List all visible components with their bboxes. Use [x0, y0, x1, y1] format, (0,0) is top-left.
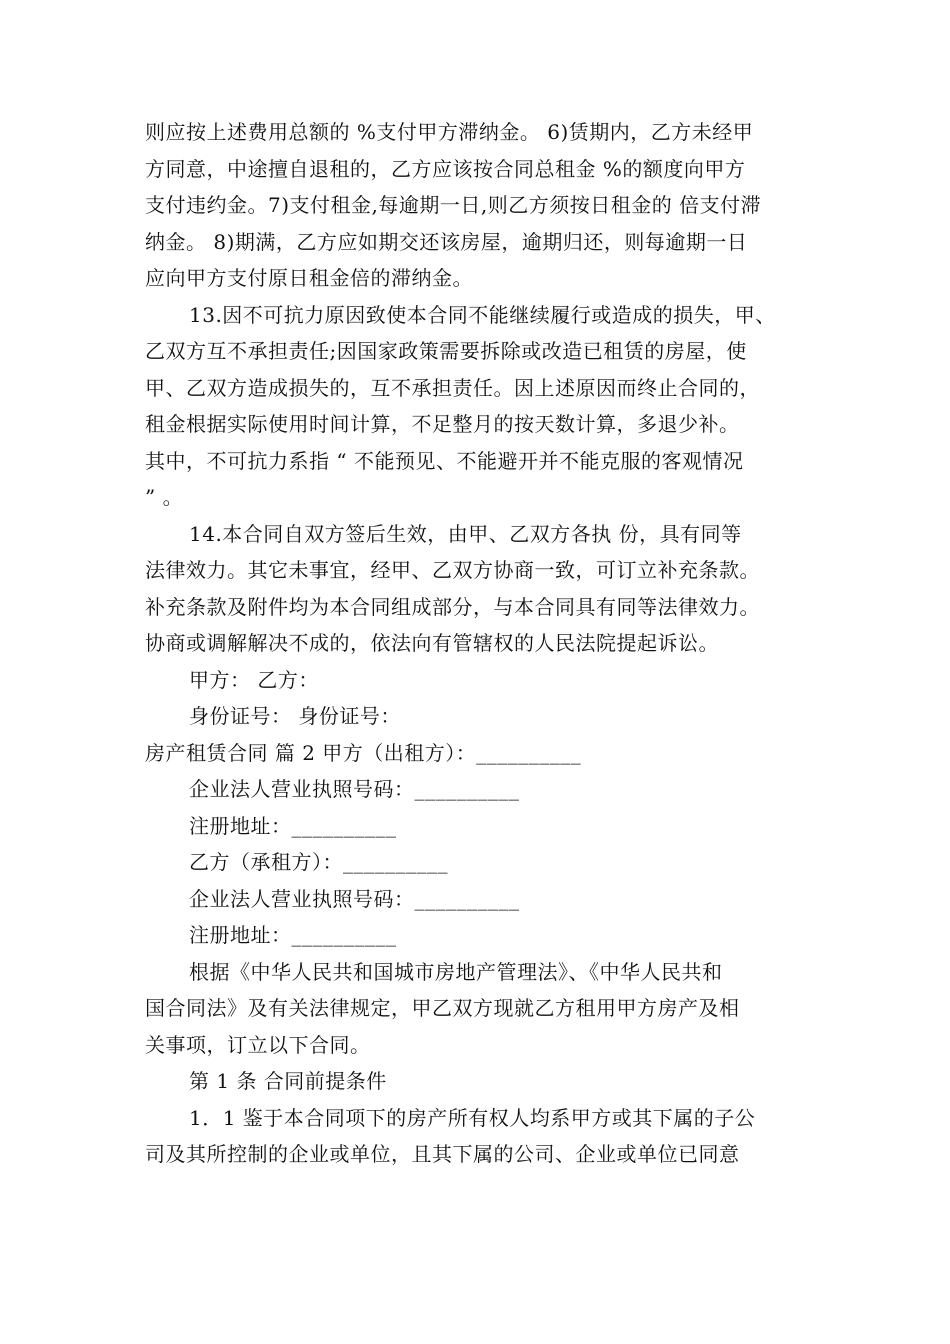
text-line: ” 。	[145, 485, 184, 509]
text-line: 关事项，订立以下合同。	[145, 1032, 371, 1057]
text-line: 注册地址：__________	[189, 923, 397, 947]
text-line: 租金根据实际使用时间计算，不足整月的按天数计算，多退少补。	[145, 412, 740, 436]
text-line: 身份证号： 身份证号：	[189, 704, 401, 728]
text-line: 房产租赁合同 篇 2 甲方（出租方）：__________	[145, 740, 582, 765]
text-line: 根据《中华人民共和国城市房地产管理法》、《中华人民共和	[189, 959, 723, 984]
text-line: 企业法人营业执照号码：__________	[189, 777, 520, 801]
text-line: 法律效力。其它未事宜，经甲、乙双方协商一致，可订立补充条款。	[145, 558, 760, 582]
text-line: 1．1 鉴于本合同项下的房产所有权人均系甲方或其下属的子公	[189, 1105, 756, 1130]
text-line: 甲方： 乙方：	[189, 667, 319, 692]
text-line: 其中，不可抗力系指 “ 不能预见、不能避开并不能克服的客观情况	[145, 448, 744, 473]
text-line: 注册地址：__________	[189, 813, 397, 838]
text-line: 应向甲方支付原日租金倍的滞纳金。	[145, 266, 473, 290]
text-line: 补充条款及附件均为本合同组成部分，与本合同具有同等法律效力。	[145, 594, 760, 619]
text-line: 司及其所控制的企业或单位，且其下属的公司、企业或单位已同意	[145, 1142, 740, 1166]
text-line: 第 1 条 合同前提条件	[189, 1069, 387, 1093]
text-line: 乙方（承租方）：__________	[189, 850, 448, 874]
text-line: 方同意，中途擅自退租的，乙方应该按合同总租金 %的额度向甲方	[145, 156, 746, 181]
text-line: 乙双方互不承担责任;因国家政策需要拆除或改造已租赁的房屋，使	[145, 339, 747, 363]
text-line: 纳金。 8)期满，乙方应如期交还该房屋，逾期归还，则每逾期一日	[145, 229, 748, 254]
text-line: 甲、乙双方造成损失的，互不承担责任。因上述原因而终止合同的，	[145, 375, 760, 400]
text-line: 协商或调解解决不成的，依法向有管辖权的人民法院提起诉讼。	[145, 631, 719, 655]
text-line: 企业法人营业执照号码：__________	[189, 886, 520, 911]
text-line: 国合同法》及有关法律规定，甲乙双方现就乙方租用甲方房产及相	[145, 996, 740, 1020]
text-line: 支付违约金。7)支付租金,每逾期一日,则乙方须按日租金的 倍支付滞	[145, 193, 762, 217]
document-page	[145, 114, 825, 1173]
text-line: 14.本合同自双方签后生效，由甲、乙双方各执 份，具有同等	[189, 521, 742, 546]
text-line: 则应按上述费用总额的 %支付甲方滞纳金。 6)赁期内，乙方未经甲	[145, 120, 754, 144]
text-line: 13.因不可抗力原因致使本合同不能继续履行或造成的损失，甲、	[189, 302, 776, 327]
